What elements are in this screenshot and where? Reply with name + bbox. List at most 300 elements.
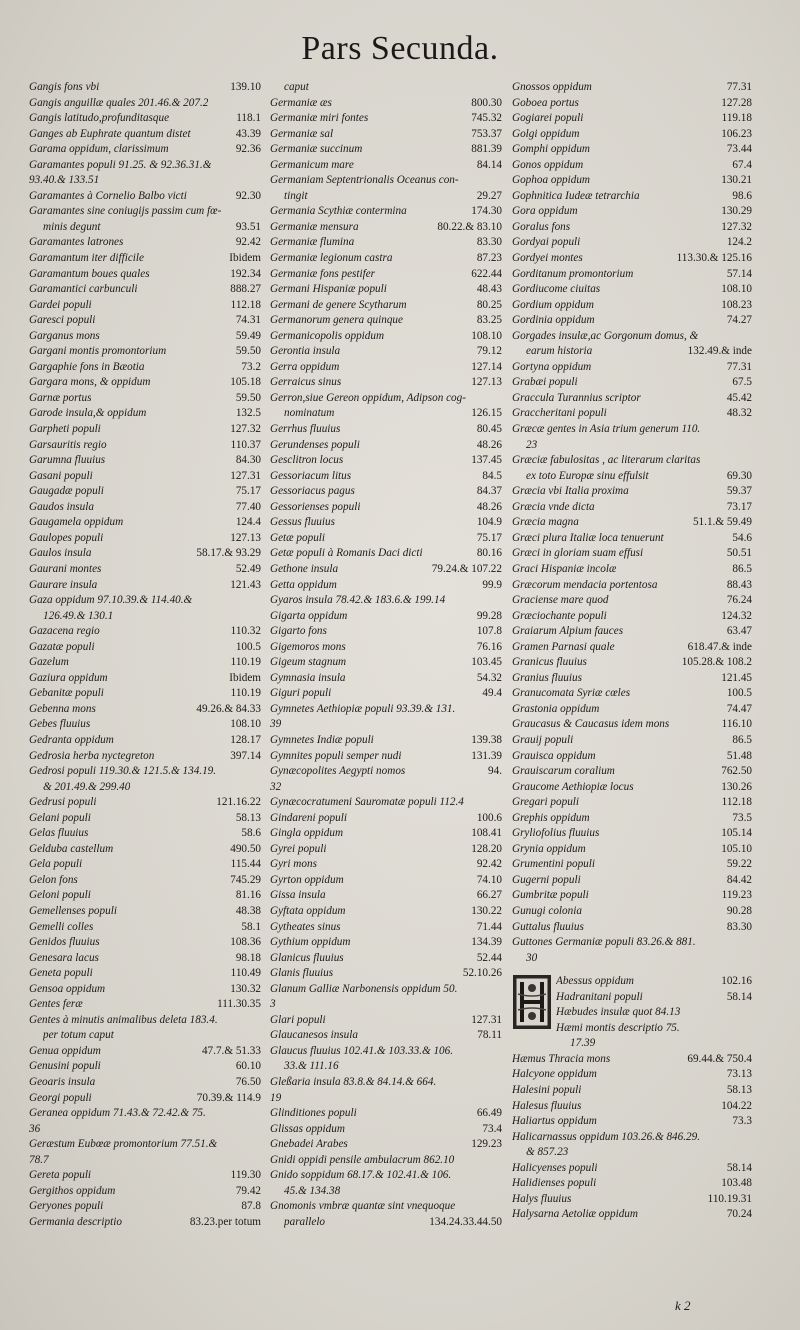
entry-term: Gebanitæ populi xyxy=(29,687,104,700)
entry-reference: 83.30 xyxy=(726,920,752,933)
index-entry xyxy=(270,857,502,873)
entry-term: 33.& 111.16 xyxy=(284,1060,339,1073)
entry-reference: 119.30 xyxy=(230,1169,261,1182)
index-entry xyxy=(512,624,752,640)
entry-term: Gindareni populi xyxy=(270,811,347,824)
entry-reference: 92.36 xyxy=(235,143,261,156)
entry-reference: 76.16 xyxy=(476,640,502,653)
index-entry xyxy=(270,406,502,422)
entry-term: nominatum xyxy=(284,407,335,420)
entry-term: Gaziura oppidum xyxy=(29,671,108,684)
entry-reference: 124.2 xyxy=(726,236,752,249)
index-entry xyxy=(270,764,502,780)
entry-term: Gelani populi xyxy=(29,811,91,824)
entry-term: Græci in gloriam suam effusi xyxy=(512,547,644,560)
entry-term: Germaniæ flumina xyxy=(270,236,355,249)
index-entry xyxy=(29,1013,261,1029)
index-entry xyxy=(512,780,752,796)
entry-reference: 881.39 xyxy=(471,143,502,156)
entry-reference: 73.5 xyxy=(732,811,752,824)
index-entry xyxy=(512,1192,752,1208)
entry-reference: 129.23 xyxy=(471,1138,502,1151)
entry-reference: 134.24.33.44.50 xyxy=(429,1215,502,1228)
entry-reference: 104.9 xyxy=(476,516,502,529)
index-column-1 xyxy=(29,80,261,1320)
index-entry xyxy=(270,96,502,112)
entry-term: Gessorienses populi xyxy=(270,500,361,513)
entry-reference: 762.50 xyxy=(721,765,752,778)
entry-reference: 118.1 xyxy=(236,112,261,125)
entry-term: Hæmi montis descriptio 75. xyxy=(556,1021,680,1034)
entry-term: Grauij populi xyxy=(512,733,574,746)
index-entry xyxy=(270,360,502,376)
index-entry xyxy=(270,1059,502,1075)
entry-reference: 79.12 xyxy=(476,345,502,358)
index-entry xyxy=(29,313,261,329)
entry-reference: 119.23 xyxy=(721,889,752,902)
entry-reference: Ibidem xyxy=(229,671,261,684)
index-entry xyxy=(270,1075,502,1091)
entry-term: Geoaris insula xyxy=(29,1076,96,1088)
entry-term: Abessus oppidum xyxy=(556,975,635,988)
entry-term: Gleßaria insula 83.8.& 84.14.& 664. xyxy=(270,1076,437,1088)
entry-reference: 121.43 xyxy=(230,578,261,591)
entry-reference: 29.27 xyxy=(476,189,502,202)
index-entry xyxy=(270,142,502,158)
entry-term: 93.40.& 133.51 xyxy=(29,174,100,187)
entry-reference: 622.44 xyxy=(471,267,502,280)
entry-term: Genesara lacus xyxy=(29,951,99,964)
index-entry xyxy=(270,546,502,562)
index-entry xyxy=(512,422,752,438)
index-entry xyxy=(29,406,261,422)
index-entry xyxy=(512,189,752,205)
entry-reference: 83.30 xyxy=(476,236,502,249)
index-entry xyxy=(270,873,502,889)
entry-term: Grephis oppidum xyxy=(512,811,590,824)
index-entry xyxy=(270,717,502,733)
index-entry xyxy=(270,158,502,174)
entry-reference: 66.27 xyxy=(476,889,502,902)
entry-term: Germanicum mare xyxy=(270,158,354,171)
index-entry xyxy=(29,1199,261,1215)
entry-term: Gerraicus sinus xyxy=(270,376,342,389)
index-entry xyxy=(512,749,752,765)
index-entry xyxy=(512,515,752,531)
entry-term: Gessoriacus pagus xyxy=(270,485,355,498)
entry-term: Guttones Germaniæ populi 83.26.& 881. xyxy=(512,936,696,949)
entry-reference: 50.51 xyxy=(726,547,752,560)
entry-reference: 76.24 xyxy=(726,594,752,607)
index-entry xyxy=(512,453,752,469)
entry-reference: 139.10 xyxy=(230,81,261,93)
index-entry xyxy=(29,267,261,283)
entry-reference: 112.18 xyxy=(721,796,752,809)
index-entry xyxy=(270,453,502,469)
index-entry xyxy=(512,329,752,345)
index-entry xyxy=(512,655,752,671)
entry-reference: 108.10 xyxy=(471,329,502,342)
entry-term: Genusini populi xyxy=(29,1060,101,1073)
entry-reference: 127.13 xyxy=(471,376,502,389)
index-entry xyxy=(270,313,502,329)
index-entry xyxy=(29,920,261,936)
entry-reference: 67.5 xyxy=(732,376,752,389)
entry-term: Gunugi colonia xyxy=(512,904,582,917)
entry-reference: 58.14 xyxy=(726,1161,752,1174)
index-entry xyxy=(512,811,752,827)
entry-reference: 52.44 xyxy=(476,951,502,964)
entry-reference: 73.17 xyxy=(726,500,752,513)
entry-reference: 75.17 xyxy=(235,485,261,498)
index-entry xyxy=(270,127,502,143)
entry-reference: 116.10 xyxy=(721,718,752,731)
entry-term: Gaurare insula xyxy=(29,578,98,591)
entry-reference: 753.37 xyxy=(471,127,502,140)
entry-term: Gerron,siue Gereon oppidum, Adipson cog- xyxy=(270,391,466,404)
index-entry xyxy=(270,951,502,967)
entry-reference: 130.22 xyxy=(471,904,502,917)
entry-term: Gedrosi populi 119.30.& 121.5.& 134.19. xyxy=(29,765,217,778)
index-entry xyxy=(270,904,502,920)
index-entry xyxy=(512,935,752,951)
entry-term: Germaniæ fons pestifer xyxy=(270,267,376,280)
entry-reference: 112.18 xyxy=(230,298,261,311)
entry-term: Garode insula,& oppidum xyxy=(29,407,147,420)
entry-reference: 110.19 xyxy=(230,656,261,669)
entry-term: 39 xyxy=(270,718,282,731)
entry-reference: 57.14 xyxy=(726,267,752,280)
entry-term: Gelduba castellum xyxy=(29,842,114,855)
index-entry xyxy=(29,111,261,127)
index-entry xyxy=(270,484,502,500)
entry-term: Gyrton oppidum xyxy=(270,873,344,886)
index-entry xyxy=(270,826,502,842)
index-entry xyxy=(29,282,261,298)
entry-term: Græciæ fabulositas , ac literarum claritas xyxy=(512,454,701,467)
entry-term: Gymnasia insula xyxy=(270,671,346,684)
index-entry xyxy=(29,453,261,469)
index-entry xyxy=(270,204,502,220)
entry-term: Gethone insula xyxy=(270,562,339,575)
entry-term: Getæ populi xyxy=(270,531,326,544)
entry-term: Gorditanum promontorium xyxy=(512,267,634,280)
entry-reference: 77.31 xyxy=(726,81,752,93)
index-entry xyxy=(29,220,261,236)
entry-term: Gaulos insula xyxy=(29,547,92,560)
entry-reference: 58.17.& 93.29 xyxy=(196,547,261,560)
entry-reference: 73.4 xyxy=(482,1122,502,1135)
entry-reference: 80.22.& 83.10 xyxy=(437,220,502,233)
entry-term: Grastonia oppidum xyxy=(512,702,600,715)
index-entry xyxy=(29,422,261,438)
index-entry xyxy=(512,562,752,578)
entry-reference: 63.47 xyxy=(726,625,752,638)
index-entry xyxy=(29,749,261,765)
index-entry xyxy=(512,251,752,267)
entry-reference: 105.28.& 108.2 xyxy=(681,656,752,669)
entry-reference: 192.34 xyxy=(230,267,261,280)
entry-term: Gelas fluuius xyxy=(29,827,89,840)
entry-reference: 92.42 xyxy=(235,236,261,249)
index-entry xyxy=(29,764,261,780)
entry-term: Germaniam Septentrionalis Oceanus con- xyxy=(270,174,459,187)
entry-term: per totum caput xyxy=(43,1029,114,1042)
index-entry xyxy=(29,904,261,920)
index-entry xyxy=(512,764,752,780)
entry-reference: 134.39 xyxy=(471,936,502,949)
entry-term: Gordyai populi xyxy=(512,236,581,249)
index-entry xyxy=(270,795,502,811)
index-entry xyxy=(29,640,261,656)
index-entry xyxy=(29,469,261,485)
index-entry xyxy=(270,344,502,360)
index-entry xyxy=(270,469,502,485)
entry-term: Getta oppidum xyxy=(270,578,337,591)
entry-reference: 76.50 xyxy=(235,1076,261,1088)
entry-reference: 74.47 xyxy=(726,702,752,715)
index-entry xyxy=(29,251,261,267)
entry-term: Germaniæ succinum xyxy=(270,143,363,156)
index-entry xyxy=(512,609,752,625)
entry-term: Genua oppidum xyxy=(29,1044,101,1057)
entry-term: Geryones populi xyxy=(29,1200,104,1213)
entry-reference: 93.51 xyxy=(235,220,261,233)
entry-term: Germani Hispaniæ populi xyxy=(270,283,387,296)
entry-term: Gryliofolius fluuius xyxy=(512,827,600,840)
index-entry xyxy=(29,609,261,625)
entry-term: Graciense mare quod xyxy=(512,594,609,607)
entry-reference: 110.19.31 xyxy=(707,1192,752,1205)
entry-term: Hæbudes insulæ quot 84.13 xyxy=(556,1006,681,1019)
index-entry xyxy=(270,966,502,982)
entry-term: Gedranta oppidum xyxy=(29,733,114,746)
entry-term: Gramen Parnasi quale xyxy=(512,640,615,653)
entry-term: & 857.23 xyxy=(526,1146,569,1159)
index-entry xyxy=(29,888,261,904)
entry-term: Goralus fons xyxy=(512,220,571,233)
entry-reference: 74.10 xyxy=(476,873,502,886)
entry-term: Gangis anguillæ quales 201.46.& 207.2 xyxy=(29,96,209,109)
entry-reference: 80.45 xyxy=(476,423,502,436)
index-entry xyxy=(270,189,502,205)
entry-term: Gyri mons xyxy=(270,858,317,871)
entry-term: Garnæ portus xyxy=(29,391,92,404)
index-entry xyxy=(512,640,752,656)
index-entry xyxy=(29,484,261,500)
entry-term: Gynæcocratumeni Sauromatæ populi 112.4 xyxy=(270,796,464,809)
entry-term: Gorgades insulæ,ac Gorgonum domus, & xyxy=(512,329,699,342)
index-entry xyxy=(29,733,261,749)
entry-reference: 48.32 xyxy=(726,407,752,420)
entry-term: Gerundenses populi xyxy=(270,438,360,451)
entry-term: Græcia magna xyxy=(512,516,579,529)
entry-term: Gaugadæ populi xyxy=(29,485,104,498)
entry-term: Gythium oppidum xyxy=(270,936,351,949)
entry-reference: 132.49.& inde xyxy=(687,345,752,358)
entry-term: Gaugamela oppidum xyxy=(29,516,124,529)
entry-term: Gargaphie fons in Bæotia xyxy=(29,360,145,373)
entry-reference: 49.26.& 84.33 xyxy=(196,702,261,715)
entry-term: Gonos oppidum xyxy=(512,158,584,171)
index-entry xyxy=(270,173,502,189)
index-entry xyxy=(29,1215,261,1231)
index-entry xyxy=(29,1153,261,1169)
index-entry xyxy=(270,578,502,594)
entry-reference: 90.28 xyxy=(726,904,752,917)
entry-term: Germania Scythiæ contermina xyxy=(270,205,407,218)
index-column-3-entries xyxy=(512,80,752,966)
entry-reference: 73.2 xyxy=(241,360,261,373)
entry-reference: 86.5 xyxy=(732,733,752,746)
entry-term: Garamantes sine coniugijs passim cum fœ- xyxy=(29,205,222,218)
entry-term: Gnomonis vmbræ quantæ sint vnequoque xyxy=(270,1200,456,1213)
entry-term: Garamantes latrones xyxy=(29,236,124,249)
entry-reference: 59.22 xyxy=(726,858,752,871)
index-entry xyxy=(270,1199,502,1215)
index-entry xyxy=(29,298,261,314)
entry-reference: 73.3 xyxy=(732,1115,752,1128)
entry-reference: 51.1.& 59.49 xyxy=(692,516,752,529)
index-column-2 xyxy=(270,80,502,1320)
index-entry xyxy=(270,640,502,656)
entry-term: tingit xyxy=(284,189,308,202)
index-entry xyxy=(512,158,752,174)
entry-term: Gargara mons, & oppidum xyxy=(29,376,151,389)
index-entry xyxy=(270,422,502,438)
index-entry xyxy=(270,780,502,796)
entry-reference: 108.23 xyxy=(721,298,752,311)
entry-reference: 108.41 xyxy=(471,827,502,840)
entry-term: Gnossos oppidum xyxy=(512,81,592,93)
index-entry xyxy=(270,1215,502,1231)
entry-term: Garama oppidum, clarissimum xyxy=(29,143,169,156)
index-entry xyxy=(512,1161,752,1177)
entry-term: Garamantes populi 91.25. & 92.36.31.& xyxy=(29,158,212,171)
entry-term: Gyftata oppidum xyxy=(270,904,346,917)
index-entry xyxy=(29,1075,261,1091)
entry-term: Gingla oppidum xyxy=(270,827,344,840)
index-entry xyxy=(29,562,261,578)
entry-reference: 47.7.& 51.33 xyxy=(201,1044,261,1057)
entry-term: Gigarto fons xyxy=(270,625,327,638)
index-entry xyxy=(512,671,752,687)
entry-reference: 58.14 xyxy=(726,990,752,1003)
entry-term: Ganges ab Euphrate quantum distet xyxy=(29,127,191,140)
index-entry xyxy=(270,111,502,127)
entry-reference: 87.23 xyxy=(476,252,502,265)
entry-reference: 127.32 xyxy=(230,423,261,436)
index-entry xyxy=(29,189,261,205)
entry-reference: 127.32 xyxy=(721,220,752,233)
index-entry xyxy=(270,1013,502,1029)
entry-reference: Ibidem xyxy=(229,252,261,265)
entry-term: Glaucanesos insula xyxy=(270,1029,358,1042)
index-entry xyxy=(29,624,261,640)
entry-reference: 48.43 xyxy=(476,283,502,296)
index-entry xyxy=(512,204,752,220)
index-entry xyxy=(29,235,261,251)
entry-reference: 888.27 xyxy=(230,283,261,296)
index-entry xyxy=(29,1044,261,1060)
index-entry xyxy=(512,733,752,749)
entry-term: Glaucus fluuius 102.41.& 103.33.& 106. xyxy=(270,1044,454,1057)
entry-term: Graccula Turannius scriptor xyxy=(512,391,641,404)
entry-term: Granicus fluuius xyxy=(512,656,587,669)
entry-reference: 108.36 xyxy=(230,936,261,949)
index-entry xyxy=(270,251,502,267)
entry-term: Granucomata Syriæ cœles xyxy=(512,687,631,700)
entry-term: 78.7 xyxy=(29,1153,49,1166)
entry-term: Golgi oppidum xyxy=(512,127,580,140)
index-entry xyxy=(512,1145,752,1161)
entry-reference: 84.5 xyxy=(482,469,502,482)
entry-term: Gergithos oppidum xyxy=(29,1184,116,1197)
entry-term: Gynæcopolites Aegypti nomos xyxy=(270,765,406,778)
index-entry xyxy=(270,438,502,454)
entry-term: Græci plura Italiæ loca tenuerunt xyxy=(512,531,664,544)
entry-term: Gangis latitudo,profunditasque xyxy=(29,112,170,125)
index-entry xyxy=(556,1021,752,1037)
entry-reference: 69.44.& 750.4 xyxy=(687,1052,752,1065)
entry-term: Geneta populi xyxy=(29,967,93,980)
entry-term: Halicyenses populi xyxy=(512,1161,598,1174)
entry-reference: 51.48 xyxy=(726,749,752,762)
index-entry xyxy=(29,515,261,531)
index-entry xyxy=(29,1184,261,1200)
entry-reference: 83.23.per totum xyxy=(189,1215,261,1228)
entry-term: Gessoriacum litus xyxy=(270,469,352,482)
entry-reference: 105.18 xyxy=(230,376,261,389)
entry-term: Graiarum Alpium fauces xyxy=(512,625,624,638)
index-entry xyxy=(270,702,502,718)
entry-reference: 99.28 xyxy=(476,609,502,622)
entry-term: Gugerni populi xyxy=(512,873,581,886)
entry-reference: 103.48 xyxy=(721,1177,752,1190)
entry-term: Glissas oppidum xyxy=(270,1122,345,1135)
index-entry xyxy=(29,1122,261,1138)
entry-reference: 137.45 xyxy=(471,454,502,467)
index-entry xyxy=(29,717,261,733)
entry-reference: 128.20 xyxy=(471,842,502,855)
entry-term: 45.& 134.38 xyxy=(284,1184,341,1197)
entry-term: Germani de genere Scytharum xyxy=(270,298,407,311)
h-section xyxy=(512,974,752,1052)
entry-reference: 130.29 xyxy=(721,205,752,218)
entry-reference: 79.42 xyxy=(235,1184,261,1197)
entry-term: Gardei populi xyxy=(29,298,92,311)
index-entry xyxy=(29,997,261,1013)
entry-term: Græcorum mendacia portentosa xyxy=(512,578,658,591)
index-entry xyxy=(512,96,752,112)
entry-reference: 48.38 xyxy=(235,904,261,917)
index-entry xyxy=(270,298,502,314)
entry-reference: 70.24 xyxy=(726,1208,752,1221)
entry-reference: 59.50 xyxy=(235,391,261,404)
entry-term: Georgi populi xyxy=(29,1091,92,1104)
entry-term: 30 xyxy=(526,951,538,964)
index-entry xyxy=(29,811,261,827)
entry-term: Gordiucome ciuitas xyxy=(512,283,601,296)
index-entry xyxy=(29,795,261,811)
index-entry xyxy=(512,298,752,314)
entry-reference: 92.30 xyxy=(235,189,261,202)
index-entry xyxy=(512,951,752,967)
entry-term: Glanicus fluuius xyxy=(270,951,344,964)
entry-reference: 105.14 xyxy=(721,827,752,840)
index-entry xyxy=(512,375,752,391)
entry-term: Gnebadei Arabes xyxy=(270,1138,348,1151)
